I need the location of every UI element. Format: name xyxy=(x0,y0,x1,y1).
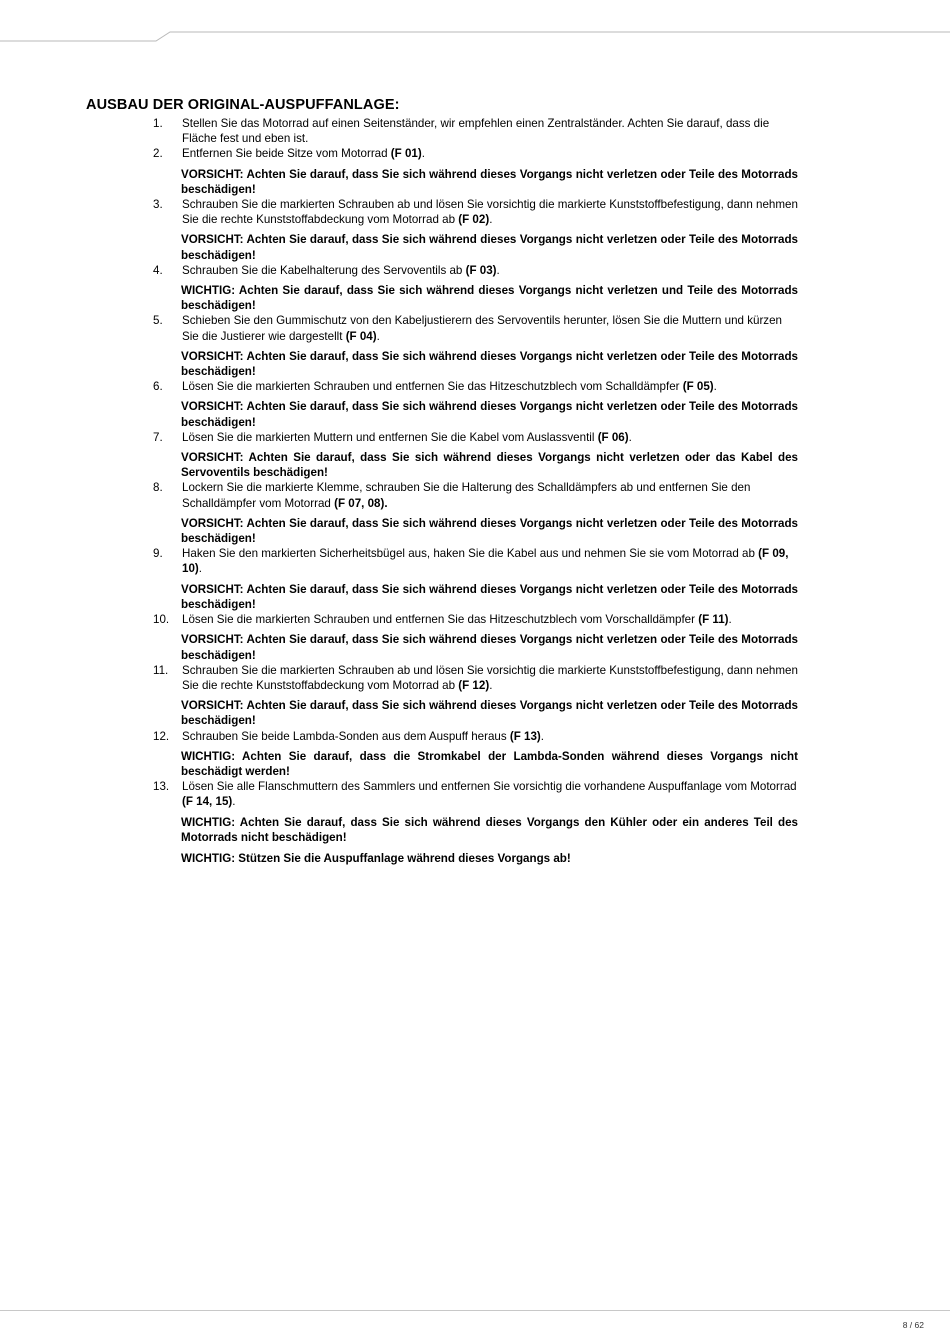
step-text xyxy=(182,146,798,161)
list-item xyxy=(86,430,798,481)
step-text xyxy=(182,612,798,627)
step-text xyxy=(182,663,798,693)
step-number: 6. xyxy=(153,380,163,394)
figure-reference: (F 04) xyxy=(345,329,377,343)
step-number: 9. xyxy=(153,547,163,561)
step-text xyxy=(182,729,798,744)
step-number: 4. xyxy=(153,263,163,277)
step-instruction: Lösen Sie alle Flanschmuttern des Sammlers und entfernen Sie vorsichtig die vorhandene Auspuffanlage vom Motorrad xyxy=(182,780,797,794)
step-number: 7. xyxy=(153,430,163,444)
figure-reference: (F 11) xyxy=(698,613,729,627)
step-warning: VORSICHT: Achten Sie darauf, dass Sie sich während dieses Vorgangs nicht verletzen oder Teile des Motorrads beschädigen! xyxy=(181,349,798,379)
figure-reference: (F 05) xyxy=(682,380,714,394)
figure-reference: (F 01) xyxy=(390,147,422,161)
step-punctuation: . xyxy=(628,430,632,444)
step-number: 13. xyxy=(153,780,170,794)
step-number: 12. xyxy=(153,729,170,743)
figure-reference: (F 02) xyxy=(458,213,490,227)
step-warning: VORSICHT: Achten Sie darauf, dass Sie sich während dieses Vorgangs nicht verletzen oder Teile des Motorrads beschädigen! xyxy=(181,233,798,262)
document-body xyxy=(86,96,798,866)
step-instruction: Lockern Sie die markierte Klemme, schrauben Sie die Halterung des Schalldämpfers ab und entfernen Sie den Schalldämpfer vom Motorrad xyxy=(182,481,751,510)
step-instruction: Stellen Sie das Motorrad auf einen Seitenständer, wir empfehlen einen Zentralständer. Achten Sie darauf, dass die Fläche fest und eben ist. xyxy=(182,117,770,146)
step-instruction: Schrauben Sie beide Lambda-Sonden aus dem Auspuff heraus xyxy=(182,729,510,743)
step-instruction: Lösen Sie die markierten Muttern und entfernen Sie die Kabel vom Auslassventil xyxy=(182,430,598,444)
step-text xyxy=(182,430,798,445)
step-number: 8. xyxy=(153,481,163,495)
list-item xyxy=(86,612,798,663)
header-rule xyxy=(0,0,950,50)
step-text xyxy=(182,313,798,343)
step-instruction: Schrauben Sie die markierten Schrauben ab und lösen Sie vorsichtig die markierte Kunststoffbefestigung, dann nehmen Sie die rechte Kunststoffabdeckung vom Motorrad ab xyxy=(182,663,798,692)
figure-reference: (F 06) xyxy=(597,430,629,444)
step-number: 5. xyxy=(153,314,163,328)
step-warning: WICHTIG: Achten Sie darauf, dass die Stromkabel der Lambda-Sonden während dieses Vorgangs nicht beschädigt werden! xyxy=(181,749,798,778)
step-warning: VORSICHT: Achten Sie darauf, dass Sie sich während dieses Vorgangs nicht verletzen oder Teile des Motorrads beschädigen! xyxy=(181,699,798,728)
list-item xyxy=(86,663,798,729)
list-item xyxy=(86,779,798,845)
figure-reference: (F 07, 08). xyxy=(334,496,388,510)
step-punctuation: . xyxy=(489,213,493,227)
step-number: 3. xyxy=(153,198,163,212)
step-punctuation: . xyxy=(489,678,493,692)
step-text xyxy=(182,197,798,227)
step-text xyxy=(182,480,798,510)
step-number: 1. xyxy=(153,117,163,130)
step-warning: VORSICHT: Achten Sie darauf, dass Sie sich während dieses Vorgangs nicht verletzen oder Teile des Motorrads beschädigen! xyxy=(181,633,798,662)
list-item xyxy=(86,313,798,379)
list-item xyxy=(86,546,798,612)
figure-reference: (F 12) xyxy=(458,678,490,692)
step-number: 10. xyxy=(153,613,170,627)
final-warning: WICHTIG: Stützen Sie die Auspuffanlage während dieses Vorgangs ab! xyxy=(181,851,571,865)
page-number: 8 / 62 xyxy=(902,1320,924,1330)
figure-reference: (F 03) xyxy=(465,263,497,277)
step-punctuation: . xyxy=(496,263,500,277)
step-warning: VORSICHT: Achten Sie darauf, dass Sie sich während dieses Vorgangs nicht verletzen oder Teile des Motorrads beschädigen! xyxy=(181,400,798,429)
footer-rule xyxy=(0,1310,950,1311)
step-instruction: Schrauben Sie die Kabelhalterung des Servoventils ab xyxy=(182,263,466,277)
list-item xyxy=(86,729,798,780)
step-number: 11. xyxy=(153,663,169,677)
step-warning: VORSICHT: Achten Sie darauf, dass Sie sich während dieses Vorgangs nicht verletzen oder das Kabel des Servoventils beschädigen! xyxy=(181,451,798,480)
steps-list xyxy=(86,116,798,845)
step-text xyxy=(182,263,798,278)
step-punctuation: . xyxy=(540,729,545,743)
step-punctuation: . xyxy=(421,147,425,161)
list-item xyxy=(86,263,798,314)
list-item xyxy=(86,197,798,263)
step-punctuation: . xyxy=(728,613,732,627)
list-item xyxy=(86,146,798,197)
step-text xyxy=(182,779,798,809)
step-text xyxy=(182,546,798,576)
step-number: 2. xyxy=(153,147,163,161)
figure-reference: (F 14, 15) xyxy=(182,795,233,809)
step-instruction: Haken Sie den markierten Sicherheitsbügel aus, haken Sie die Kabel aus und nehmen Sie sie vom Motorrad ab xyxy=(182,547,759,561)
step-punctuation: . xyxy=(198,562,202,576)
step-instruction: Entfernen Sie beide Sitze vom Motorrad xyxy=(182,147,391,161)
step-warning: WICHTIG: Achten Sie darauf, dass Sie sich während dieses Vorgangs den Kühler oder ein anderes Teil des Motorrads nicht beschädigen! xyxy=(181,815,798,844)
step-warning: WICHTIG: Achten Sie darauf, dass Sie sich während dieses Vorgangs nicht verletzen und Teile des Motorrads beschädigen! xyxy=(181,284,798,313)
step-punctuation: . xyxy=(376,329,380,343)
step-punctuation: . xyxy=(713,380,717,394)
step-warning: VORSICHT: Achten Sie darauf, dass Sie sich während dieses Vorgangs nicht verletzen oder Teile des Motorrads beschädigen! xyxy=(181,516,798,546)
step-punctuation: . xyxy=(232,795,236,809)
step-warning: VORSICHT: Achten Sie darauf, dass Sie sich während dieses Vorgangs nicht verletzen oder Teile des Motorrads beschädigen! xyxy=(181,167,798,196)
step-warning: VORSICHT: Achten Sie darauf, dass Sie sich während dieses Vorgangs nicht verletzen oder Teile des Motorrads beschädigen! xyxy=(181,582,798,611)
figure-reference: (F 13) xyxy=(509,729,541,743)
step-text xyxy=(182,379,798,394)
figure-reference: (F 09, 10) xyxy=(182,547,789,576)
step-instruction: Lösen Sie die markierten Schrauben und entfernen Sie das Hitzeschutzblech vom Schalldämpfer xyxy=(182,380,683,394)
step-instruction: Lösen Sie die markierten Schrauben und entfernen Sie das Hitzeschutzblech vom Vorschalldämpfer xyxy=(182,613,699,627)
list-item xyxy=(86,480,798,546)
step-instruction: Schrauben Sie die markierten Schrauben ab und lösen Sie vorsichtig die markierte Kunststoffbefestigung, dann nehmen Sie die rechte Kunststoffabdeckung vom Motorrad ab xyxy=(182,198,798,227)
step-text xyxy=(182,116,798,146)
section-title: AUSBAU DER ORIGINAL-AUSPUFFANLAGE: xyxy=(86,97,400,113)
list-item xyxy=(86,116,798,146)
step-instruction: Schieben Sie den Gummischutz von den Kabeljustierern des Servoventils herunter, lösen Sie die Muttern und kürzen Sie die Justierer wie dargestellt xyxy=(182,314,782,343)
list-item xyxy=(86,379,798,430)
